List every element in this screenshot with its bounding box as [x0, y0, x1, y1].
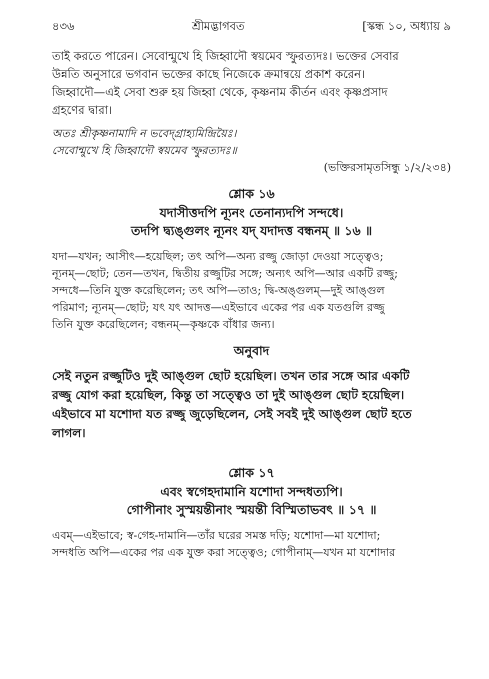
quote-reference: (ভক্তিরসামৃতসিন্ধু ১/২/২৩৪)	[323, 161, 451, 174]
quote-line: সেবোন্মুখে হি জিহ্বাদৌ স্বয়মেব স্ফুরত্যদঃ॥	[52, 144, 237, 157]
page-header	[52, 18, 451, 37]
synonyms-block	[52, 527, 451, 561]
purport-block	[52, 47, 451, 119]
verse-16	[52, 184, 451, 443]
verse-line: এবং স্বগেহদামানি যশোদা সন্দধত্যপি।	[160, 484, 343, 499]
verse-line: তদপি দ্ব্যঙ্গুলং ন্যূনং যদ্ যদাদত্ত বন্ধনম্ ॥ ১৬ ॥	[130, 223, 373, 238]
verse-title: শ্লোক ১৬	[228, 186, 275, 201]
purport-line: তাই করতে পারেন। সেবোন্মুখে হি জিহ্বাদৌ স্বয়মেব স্ফুরত্যদঃ। ভক্তের সেবার	[52, 49, 399, 63]
verse-line: যদাসীত্তদপি ন্যূনং তেনান্যদপি সন্দধে।	[159, 205, 344, 220]
verse-line: গোপীনাং সুস্ময়ন্তীনাং স্ময়ন্তী বিস্মিতাভবৎ ॥ ১৭ ॥	[126, 502, 377, 517]
purport-line: উন্নতি অনুসারে ভগবান ভক্তের কাছে নিজেকে ক্রমান্বয়ে প্রকাশ করেন।	[52, 67, 366, 81]
translation-block	[52, 367, 451, 443]
page-number: ৪৩৬	[52, 19, 75, 33]
synonyms-block	[52, 248, 451, 333]
purport-line: জিহ্বাদৌ—এই সেবা শুরু হয় জিহ্বা থেকে, কৃষ্ণনাম কীর্তন এবং কৃষ্ণপ্রসাদ	[52, 85, 388, 99]
verse-title: শ্লোক ১৭	[228, 465, 275, 480]
verse-17	[52, 463, 451, 561]
section-label: [স্কন্ধ ১০, অধ্যায় ৯	[362, 19, 451, 33]
translation-title: অনুবাদ	[233, 343, 270, 358]
quote-block	[52, 125, 451, 176]
book-title: শ্রীমদ্ভাগবত	[191, 19, 245, 33]
purport-line: গ্রহণের দ্বারা।	[52, 103, 113, 117]
synonyms-line: সন্দধে—তিনি যুক্ত করেছিলেন; তৎ অপি—তাও; দ্বি-অঙ্গুলম্—দুই আঙ্গুল	[52, 284, 385, 297]
synonyms-line: এবম্—এইভাবে; স্ব-গেহ-দামানি—তাঁর ঘরের সমস্ত দড়ি; যশোদা—মা যশোদা;	[52, 529, 381, 542]
synonyms-line: যদা—যখন; আসীৎ—হয়েছিল; তৎ অপি—অন্য রজ্জু জোড়া দেওয়া সত্ত্বেও;	[52, 250, 384, 263]
translation-line: রজ্জু যোগ করা হয়েছিল, কিন্তু তা সত্ত্বেও তা দুই আঙ্গুল ছোট হয়েছিল।	[52, 388, 405, 402]
quote-line: অতঃ শ্রীকৃষ্ণনামাদি ন ভবেদ্গ্রাহ্যমিন্দ্রিয়ৈঃ।	[52, 127, 237, 140]
synonyms-line: ন্যূনম্—ছোট; তেন—তখন, দ্বিতীয় রজ্জুটির সঙ্গে; অন্যৎ অপি—আর একটি রজ্জু;	[52, 267, 398, 280]
translation-line: এইভাবে মা যশোদা যত রজ্জু জুড়েছিলেন, সেই সবই দুই আঙ্গুল ছোট হতে	[52, 407, 412, 421]
translation-line: সেই নতুন রজ্জুটিও দুই আঙ্গুল ছোট হয়েছিল। তখন তার সঙ্গে আর একটি	[52, 369, 410, 383]
translation-line: লাগল।	[52, 426, 86, 440]
synonyms-line: সন্দধতি অপি—একের পর এক যুক্ত করা সত্ত্বেও; গোপীনাম্—যখন মা যশোদার	[52, 546, 396, 559]
synonyms-line: পরিমাণ; ন্যূনম্—ছোট; যৎ যৎ আদত্ত—এইভাবে একের পর এক যতগুলি রজ্জু	[52, 301, 385, 314]
synonyms-line: তিনি যুক্ত করেছিলেন; বন্ধনম্—কৃষ্ণকে বাঁধার জন্য।	[52, 318, 275, 331]
